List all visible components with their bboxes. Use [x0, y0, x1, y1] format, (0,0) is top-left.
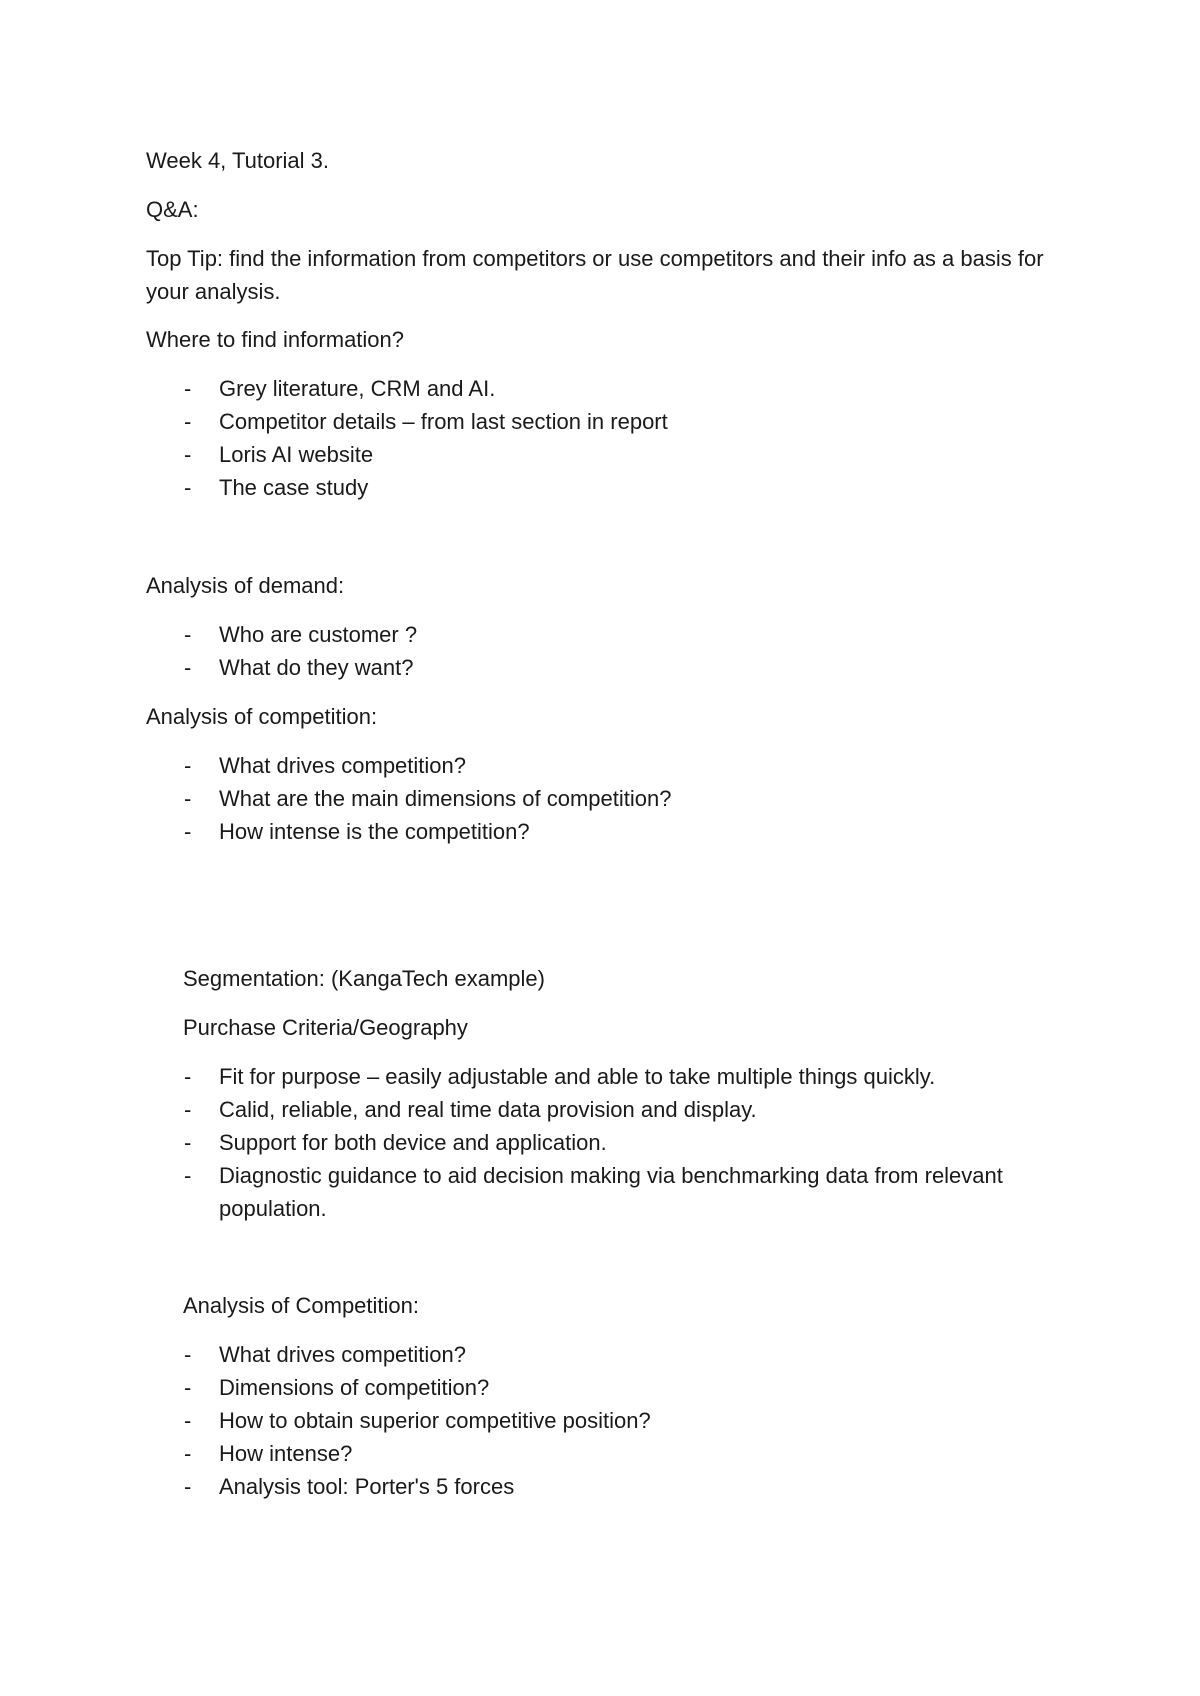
- list-item: - Fit for purpose – easily adjustable and able to take multiple things quickly.: [146, 1060, 1026, 1093]
- dash-bullet: -: [184, 655, 192, 680]
- dash-bullet: -: [184, 1441, 192, 1466]
- demand-list: [146, 618, 1066, 684]
- competition2-list: [146, 1338, 1066, 1503]
- dash-bullet: -: [184, 1342, 192, 1367]
- competition-heading: Analysis of competition:: [146, 704, 378, 729]
- dash-bullet: -: [184, 1474, 192, 1499]
- list-item: - Competitor details – from last section in report: [146, 405, 1066, 438]
- list-item: - Dimensions of competition?: [146, 1371, 1066, 1404]
- dash-bullet: -: [184, 1064, 192, 1089]
- qa-label: Q&A:: [146, 197, 199, 222]
- list-item: - What drives competition?: [146, 1338, 1066, 1371]
- dash-bullet: -: [184, 1097, 192, 1122]
- list-item: - How to obtain superior competitive position?: [146, 1404, 1066, 1437]
- list-item: - Support for both device and application.: [146, 1126, 1026, 1159]
- dash-bullet: -: [184, 1130, 192, 1155]
- dash-bullet: -: [184, 1375, 192, 1400]
- dash-bullet: -: [184, 376, 192, 401]
- where-list: [146, 372, 1066, 504]
- list-item: - What are the main dimensions of competition?: [146, 782, 1066, 815]
- purchase-criteria-list: [146, 1060, 1026, 1225]
- list-item: - Loris AI website: [146, 438, 1066, 471]
- competition2-heading: Analysis of Competition:: [183, 1293, 419, 1318]
- list-item: - Diagnostic guidance to aid decision making via benchmarking data from relevant population.: [146, 1159, 1026, 1225]
- dash-bullet: -: [184, 819, 192, 844]
- dash-bullet: -: [184, 1163, 192, 1188]
- list-item: - What do they want?: [146, 651, 1066, 684]
- where-heading: Where to find information?: [146, 327, 405, 352]
- segmentation-heading: Segmentation: (KangaTech example): [183, 966, 545, 991]
- dash-bullet: -: [184, 753, 192, 778]
- purchase-criteria-heading: Purchase Criteria/Geography: [183, 1015, 468, 1040]
- list-item: - How intense?: [146, 1437, 1066, 1470]
- dash-bullet: -: [184, 442, 192, 467]
- list-item: - Who are customer ?: [146, 618, 1066, 651]
- demand-heading: Analysis of demand:: [146, 573, 345, 598]
- dash-bullet: -: [184, 475, 192, 500]
- top-tip-paragraph: Top Tip: find the information from competitors or use competitors and their info as a basis for your analysis.: [146, 246, 1044, 304]
- competition-list: [146, 749, 1066, 848]
- dash-bullet: -: [184, 409, 192, 434]
- list-item: - Calid, reliable, and real time data provision and display.: [146, 1093, 1026, 1126]
- dash-bullet: -: [184, 1408, 192, 1433]
- list-item: - What drives competition?: [146, 749, 1066, 782]
- document-title: Week 4, Tutorial 3.: [146, 148, 330, 173]
- list-item: - Grey literature, CRM and AI.: [146, 372, 1066, 405]
- dash-bullet: -: [184, 622, 192, 647]
- list-item: - How intense is the competition?: [146, 815, 1066, 848]
- list-item: - The case study: [146, 471, 1066, 504]
- dash-bullet: -: [184, 786, 192, 811]
- list-item: - Analysis tool: Porter's 5 forces: [146, 1470, 1066, 1503]
